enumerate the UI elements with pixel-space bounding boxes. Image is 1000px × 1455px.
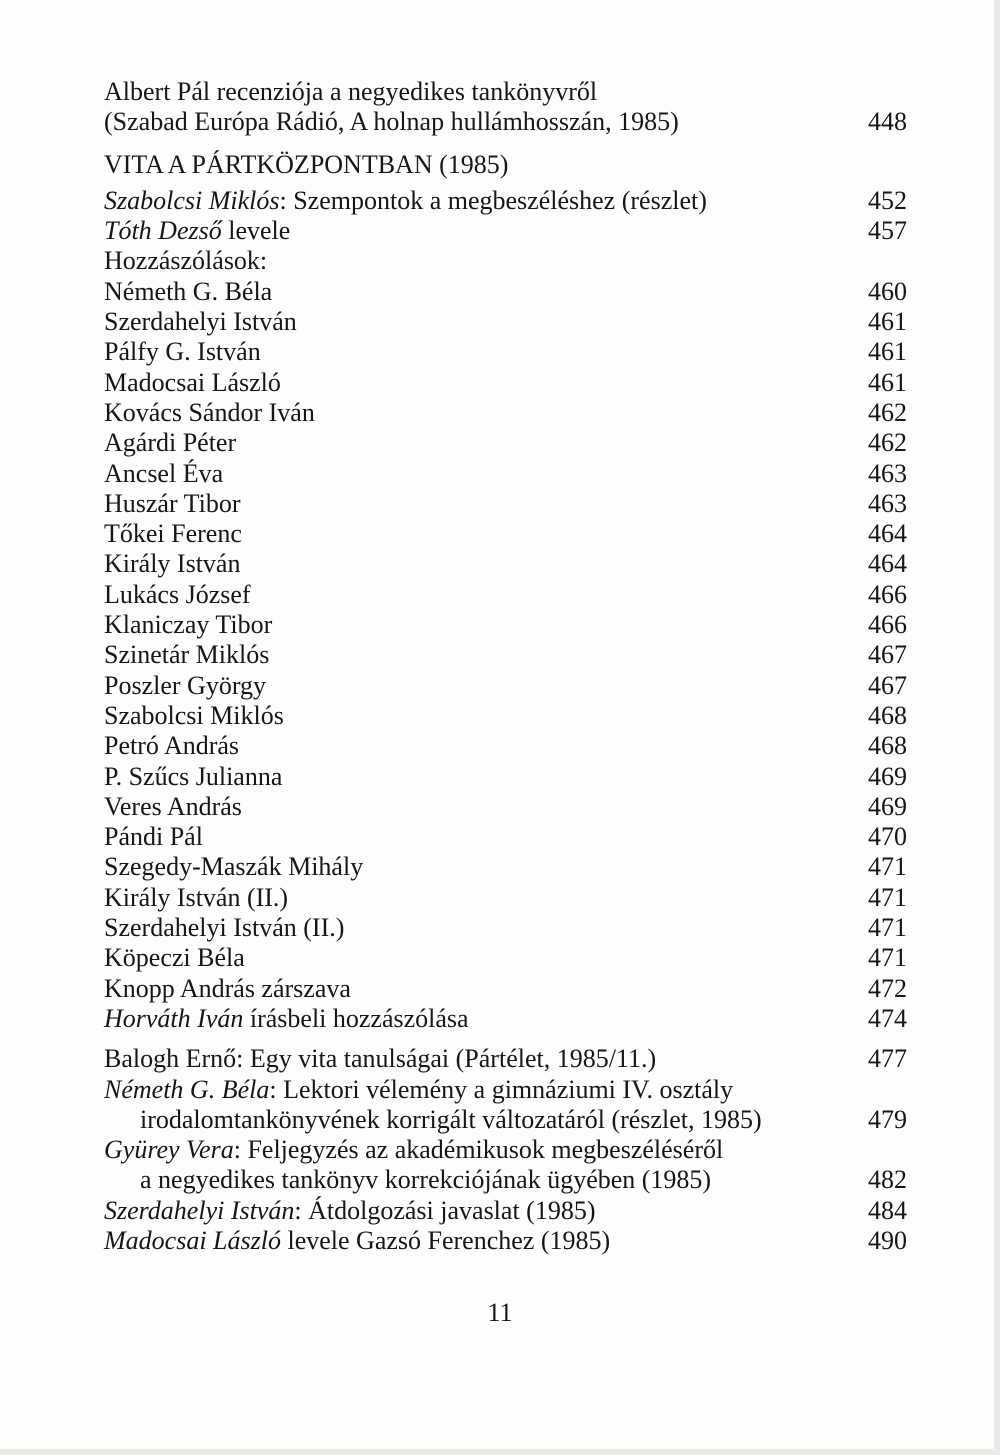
speaker-entry (104, 337, 907, 367)
speaker-entry (104, 852, 907, 882)
entry-title: : Szempontok a megbeszéléshez (részlet) (279, 185, 707, 215)
page-ref: 477 (868, 1044, 907, 1074)
entry-title: levele (221, 216, 291, 246)
page-ref: 490 (868, 1225, 907, 1255)
page-ref: 466 (868, 610, 907, 640)
speaker-name: Szabolcsi Miklós (104, 700, 284, 730)
hozzaszolasok-label (104, 246, 907, 276)
speaker-entry (104, 974, 907, 1004)
page-ref: 464 (868, 549, 907, 579)
page-ref: 469 (868, 791, 907, 821)
entry-title: : Lektori vélemény a gimnáziumi IV. osztály (269, 1074, 734, 1104)
page-ref: 467 (868, 640, 907, 670)
entry-title: írásbeli hozzászólása (243, 1003, 469, 1033)
toc-entry-szabolcsi-szempontok (104, 186, 907, 216)
speaker-entry (104, 822, 907, 852)
speaker-name: P. Szűcs Julianna (104, 761, 283, 791)
speaker-entry (104, 580, 907, 610)
page-ref: 470 (868, 822, 907, 852)
speaker-name: Szinetár Miklós (104, 640, 270, 670)
speaker-name: Szerdahelyi István (104, 307, 297, 337)
page-ref: 466 (868, 579, 907, 609)
speaker-entry (104, 792, 907, 822)
speaker-name: Tőkei Ferenc (104, 519, 242, 549)
speaker-name: Szerdahelyi István (II.) (104, 913, 345, 943)
speaker-entry (104, 883, 907, 913)
entry-title: : Feljegyzés az akadémikusok megbeszéléséről (233, 1135, 724, 1165)
page-ref: 471 (868, 882, 907, 912)
toc-entry-madocsai-levele (104, 1226, 907, 1256)
toc-entry-szerdahelyi-atdolgozasi (104, 1196, 907, 1226)
speaker-name: Király István (II.) (104, 882, 289, 912)
page-ref: 462 (868, 428, 907, 458)
speaker-name: Petró András (104, 731, 240, 761)
page-ref: 460 (868, 276, 907, 306)
speaker-entry (104, 640, 907, 670)
speaker-entry (104, 762, 907, 792)
speaker-entry (104, 519, 907, 549)
speaker-entry (104, 368, 907, 398)
page-ref: 482 (868, 1165, 907, 1195)
toc-entry-horvath-ivan (104, 1004, 907, 1034)
speaker-name: Király István (104, 549, 241, 579)
page-ref: 448 (868, 107, 907, 137)
entry-text: (Szabad Európa Rádió, A holnap hullámhosszán, 1985) (104, 107, 679, 137)
page-ref: 461 (868, 307, 907, 337)
page-ref: 471 (868, 913, 907, 943)
entry-text: Albert Pál recenziója a negyedikes tankönyvről (104, 77, 598, 106)
speaker-name: Köpeczi Béla (104, 943, 245, 973)
speaker-name: Veres András (104, 791, 242, 821)
speaker-entry (104, 701, 907, 731)
speaker-entry (104, 549, 907, 579)
speaker-name: Agárdi Péter (104, 428, 237, 458)
page-ref: 452 (868, 185, 907, 215)
toc-entry-nemeth-lektori-line1 (104, 1075, 907, 1105)
entry-text: Balogh Ernő: Egy vita tanulságai (Pártélet, 1985/11.) (104, 1044, 657, 1074)
speaker-name: Németh G. Béla (104, 276, 273, 306)
page-ref: 484 (868, 1195, 907, 1225)
page-ref: 469 (868, 761, 907, 791)
entry-author: Tóth Dezső (104, 216, 222, 246)
toc-entry-albert-pal-line2 (104, 107, 907, 137)
speaker-entry (104, 731, 907, 761)
section-heading-text: VITA A PÁRTKÖZPONTBAN (1985) (104, 149, 509, 179)
section-heading (104, 150, 907, 180)
entry-title-continued: a negyedikes tankönyv korrekciójának ügyében (1985) (140, 1165, 712, 1195)
page-ref: 471 (868, 852, 907, 882)
page-ref: 474 (868, 1003, 907, 1033)
speaker-name: Pálfy G. István (104, 337, 261, 367)
speaker-entry (104, 671, 907, 701)
speaker-name: Poszler György (104, 670, 267, 700)
page-ref: 463 (868, 488, 907, 518)
speaker-name: Pándi Pál (104, 822, 203, 852)
page-number: 11 (487, 1298, 513, 1327)
toc-entry-gyurey-line2 (104, 1165, 907, 1195)
entry-title: : Átdolgozási javaslat (1985) (294, 1195, 596, 1225)
speaker-name: Knopp András zárszava (104, 973, 351, 1003)
page-ref: 468 (868, 700, 907, 730)
page-ref: 479 (868, 1104, 907, 1134)
speaker-entry (104, 428, 907, 458)
page-ref: 461 (868, 337, 907, 367)
speaker-name: Kovács Sándor Iván (104, 397, 315, 427)
toc-entry-gyurey-line1 (104, 1135, 907, 1165)
speaker-name: Madocsai László (104, 367, 281, 397)
page-ref: 471 (868, 943, 907, 973)
speaker-entry (104, 459, 907, 489)
page-ref: 464 (868, 519, 907, 549)
entry-author: Szerdahelyi István (104, 1195, 295, 1225)
entry-title: levele Gazsó Ferenchez (1985) (280, 1225, 611, 1255)
speaker-name: Klaniczay Tibor (104, 610, 273, 640)
speaker-list (104, 277, 907, 1004)
speaker-entry (104, 913, 907, 943)
toc-entry-toth-dezso (104, 216, 907, 246)
entry-author: Madocsai László (104, 1225, 281, 1255)
entry-title-continued: irodalomtankönyvének korrigált változatáról (részlet, 1985) (140, 1104, 762, 1134)
label-text: Hozzászólások: (104, 246, 268, 276)
speaker-entry (104, 489, 907, 519)
entry-author: Horváth Iván (104, 1003, 244, 1033)
speaker-name: Szegedy-Maszák Mihály (104, 852, 364, 882)
page-ref: 467 (868, 670, 907, 700)
page-ref: 457 (868, 216, 907, 246)
page-ref: 461 (868, 367, 907, 397)
speaker-entry (104, 943, 907, 973)
speaker-name: Lukács József (104, 579, 251, 609)
speaker-name: Ancsel Éva (104, 458, 224, 488)
page-ref: 468 (868, 731, 907, 761)
speaker-entry (104, 277, 907, 307)
entry-author: Németh G. Béla (104, 1074, 270, 1104)
toc-entry-albert-pal-line1 (104, 77, 907, 107)
table-of-contents (104, 77, 907, 1256)
speaker-entry (104, 307, 907, 337)
entry-author: Gyürey Vera (104, 1135, 234, 1165)
toc-entry-nemeth-lektori-line2 (104, 1105, 907, 1135)
page-ref: 463 (868, 458, 907, 488)
page-ref: 462 (868, 397, 907, 427)
toc-entry-balogh-erno (104, 1044, 907, 1074)
speaker-name: Huszár Tibor (104, 488, 241, 518)
speaker-entry (104, 610, 907, 640)
page-ref: 472 (868, 973, 907, 1003)
speaker-entry (104, 398, 907, 428)
entry-author: Szabolcsi Miklós (104, 185, 280, 215)
